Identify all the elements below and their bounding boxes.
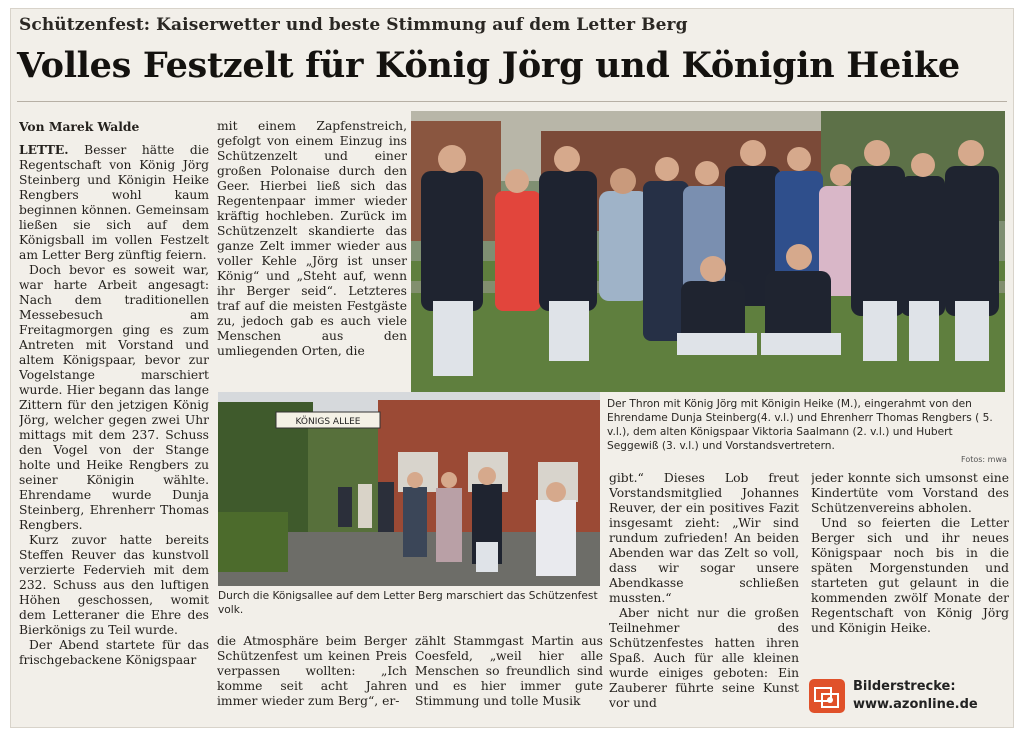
paragraph: gibt.“ Dieses Lob freut Vorstandsmitglied Johannes Reuver, der ein positives Fazit insgesamt zieht: „Wir sind rundum zufrieden! An beiden Abenden war das Zelt so voll, dass wir sogar unsere Abendkasse schließen mussten.“ bbox=[609, 471, 799, 605]
text-column-2 bbox=[217, 119, 407, 384]
photo-credit: Fotos: mwa bbox=[961, 455, 1007, 464]
paragraph: Und so feierten die Letter Berger sich und ihr neues Königspaar noch bis in die späten Morgenstunden und starteten gut gelaunt in die kommenden zwölf Monate der Regentschaft von König Jörg und Königin Heike. bbox=[811, 516, 1009, 635]
paragraph: jeder konnte sich umsonst eine Kindertüte vom Vorstand des Schützenvereins abholen. bbox=[811, 471, 1009, 515]
paragraph: Kurz zuvor hatte bereits Steffen Reuver das kunstvoll verzierte Federvieh mit dem 232. Schuss aus den luftigen Höhen geschossen, womit dem Letteraner die Ehre des Bierkönigs zu Teil wurde. bbox=[19, 533, 209, 637]
paragraph: zählt Stammgast Martin aus Coesfeld, „weil hier alle Menschen so freundlich sind und es hier immer gute Stimmung und tolle Musik bbox=[415, 634, 603, 708]
photo-image bbox=[411, 111, 1005, 392]
article-headline: Volles Festzelt für König Jörg und Königin Heike bbox=[17, 45, 960, 86]
koenigsallee-parade-photo bbox=[218, 392, 600, 586]
paragraph: Doch bevor es soweit war, war harte Arbeit angesagt: Nach dem traditionellen Messebesuch am Freitagmorgen ging es zum Antreten mit Vorstand und altem Königspaar, bevor zur Vogelstange marschiert wurde. Hier begann das lange Zittern für den jetzigen König Jörg, welcher gegen zwei Uhr mittags mit dem 237. Schuss den Vogel von der Stange holte und Heike Rengbers zu seiner Königin wählte. Ehrendame wurde Dunja Steinberg, Ehrenherr Thomas Rengbers. bbox=[19, 263, 209, 532]
gallery-title: Bilderstrecke: bbox=[853, 679, 956, 694]
photo-image bbox=[218, 392, 600, 586]
paragraph: mit einem Zapfenstreich, gefolgt von einem Einzug ins Schützenzelt und einer großen Polonaise durch den Geer. Hierbei ließ sich das Regentenpaar immer wieder kräftig hochleben. Zurück im Schützenzelt skandierte das ganze Zelt immer wieder aus voller Kehle „Jörg ist unser König“ und „Steht auf, wenn ihr Berger seid“. Letzteres traf auf die meisten Festgäste zu, jedoch gab es auch viele Menschen aus den umliegenden Orten, die bbox=[217, 119, 407, 358]
paragraph: Der Abend startete für das frischgebackene Königspaar bbox=[19, 638, 209, 667]
newspaper-clipping bbox=[10, 8, 1014, 728]
throne-group-photo bbox=[411, 111, 1005, 392]
article-kicker: Schützenfest: Kaiserwetter und beste Stimmung auf dem Letter Berg bbox=[19, 15, 688, 35]
street-banner-text: KÖNIGS ALLEE bbox=[295, 417, 361, 427]
paragraph: LETTE. Besser hätte die Regentschaft von König Jörg Steinberg und Königin Heike Rengbers wohl kaum beginnen können. Gemeinsam ließen sie sich auf dem Königsball im vollen Festzelt am Letter Berg zünftig feiern. bbox=[19, 142, 209, 262]
text-column-2-bottom bbox=[217, 634, 407, 724]
byline: Von Marek Walde bbox=[19, 119, 140, 134]
headline-rule bbox=[17, 101, 1007, 102]
text-column-5 bbox=[811, 471, 1009, 669]
gallery-icon bbox=[809, 679, 845, 713]
paragraph: Aber nicht nur die großen Teilnehmer des Schützenfestes hatten ihren Spaß. Auch für alle kleinen wurde einiges geboten: Ein Zauberer führte seine Kunst vor und bbox=[609, 606, 799, 710]
text-column-3-bottom bbox=[415, 634, 603, 724]
main-photo-caption: Der Thron mit König Jörg mit Königin Heike (M.), eingerahmt von den Ehrendame Dunja Steinberg(4. v.l.) und Ehrenherr Thomas Rengbers ( 5. v.l.), dem alten Königspaar Viktoria Saalmann (2. v.l.) und Hubert Seggewiß (3. v.l.) und Vorstandsvertretern. bbox=[607, 398, 993, 452]
photo-gallery-promo[interactable] bbox=[807, 673, 1012, 719]
small-photo-caption: Durch die Königsallee auf dem Letter Berg marschiert das Schützenfest volk. bbox=[218, 590, 598, 616]
gallery-link[interactable]: www.azonline.de bbox=[853, 697, 978, 712]
paragraph: die Atmosphäre beim Berger Schützenfest um keinen Preis verpassen wollten: „Ich komme seit acht Jahren immer wieder zum Berg“, er- bbox=[217, 634, 407, 708]
text-column-1 bbox=[19, 119, 209, 724]
dateline: LETTE. bbox=[19, 142, 69, 157]
text-column-4 bbox=[609, 471, 799, 723]
